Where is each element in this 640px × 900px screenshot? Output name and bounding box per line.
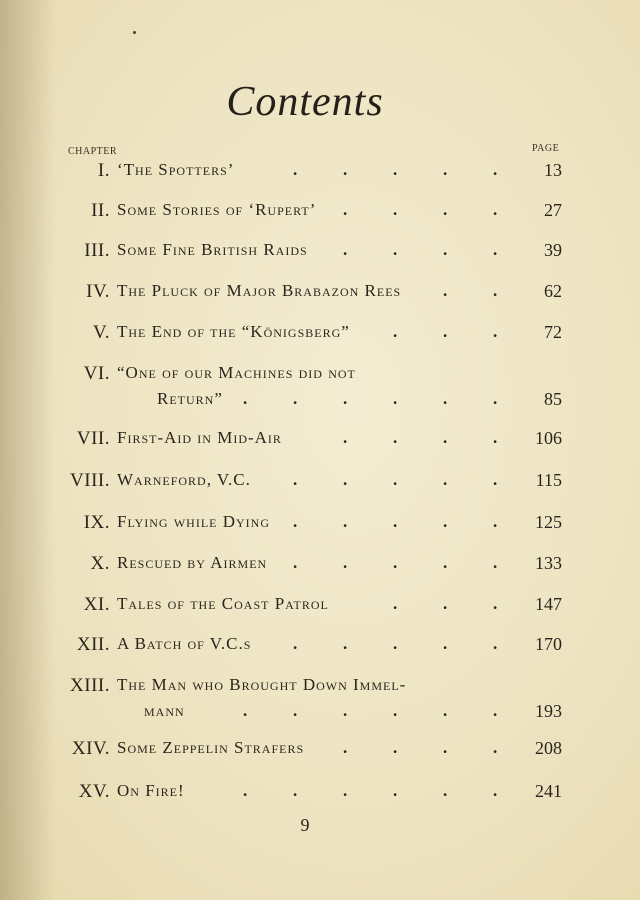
page-ref: 13 (544, 160, 562, 180)
leader-dot: . (493, 160, 498, 179)
leader-dot: . (293, 781, 298, 800)
leader-dot: . (443, 428, 448, 447)
leader-dot: . (343, 553, 348, 572)
chapter-title: mann (144, 701, 185, 720)
page-ref: 39 (544, 240, 562, 260)
leader-dot: . (243, 701, 248, 720)
leader-dot: . (493, 240, 498, 259)
toc-entry (0, 160, 640, 186)
leader-dot: . (393, 428, 398, 447)
leader-dot: . (493, 512, 498, 531)
leader-dot: . (393, 512, 398, 531)
toc-line (0, 322, 640, 348)
toc-line (0, 281, 640, 307)
leader-dot: . (443, 738, 448, 757)
leader-dot: . (293, 160, 298, 179)
leader-dot: . (293, 470, 298, 489)
leader-dot: . (393, 634, 398, 653)
toc-line (0, 738, 640, 764)
leader-dot: . (393, 701, 398, 720)
leader-dot: . (343, 428, 348, 447)
toc-entry (0, 512, 640, 538)
toc-entry (0, 675, 640, 727)
leader-dot: . (493, 701, 498, 720)
leader-dot: . (293, 701, 298, 720)
leader-dot: . (443, 594, 448, 613)
leader-dot: . (393, 470, 398, 489)
chapter-number: XI. (83, 594, 110, 615)
leader-dot: . (343, 512, 348, 531)
page-column-label: PAGE (532, 143, 560, 154)
page-ref: 208 (535, 738, 562, 758)
leader-dot: . (443, 322, 448, 341)
chapter-number: VII. (76, 428, 110, 449)
chapter-number: II. (91, 200, 110, 221)
page-ref: 241 (535, 781, 562, 801)
leader-dot: . (343, 389, 348, 408)
leader-dot: . (493, 634, 498, 653)
leader-dot: . (443, 781, 448, 800)
chapter-number: III. (84, 240, 110, 261)
page-ref: 85 (544, 389, 562, 409)
leader-dot: . (293, 553, 298, 572)
toc-entry (0, 470, 640, 496)
toc-entry (0, 322, 640, 348)
chapter-number: IV. (86, 281, 110, 302)
page-ref: 147 (535, 594, 562, 614)
leader-dot: . (393, 200, 398, 219)
toc-line (0, 470, 640, 496)
chapter-number: IX. (83, 512, 110, 533)
chapter-number: X. (90, 553, 110, 574)
chapter-title: Warneford, V.C. (117, 470, 251, 489)
page-number: 9 (300, 815, 310, 835)
leader-dot: . (443, 200, 448, 219)
leader-dot: . (343, 738, 348, 757)
page-ref: 115 (535, 470, 562, 490)
chapter-number: I. (97, 160, 110, 181)
leader-dot: . (443, 553, 448, 572)
chapter-title: Return” (157, 389, 223, 408)
leader-dot: . (393, 781, 398, 800)
toc-entry (0, 594, 640, 620)
toc-line (0, 781, 640, 807)
leader-dot: . (293, 389, 298, 408)
toc-line (0, 701, 640, 727)
leader-dot: . (393, 738, 398, 757)
leader-dot: . (343, 634, 348, 653)
toc-entry (0, 428, 640, 454)
toc-entry (0, 200, 640, 226)
page-ref: 106 (535, 428, 562, 448)
page-ref: 193 (535, 701, 562, 721)
chapter-title: First-Aid in Mid-Air (117, 428, 282, 447)
leader-dot: . (393, 594, 398, 613)
toc-entry (0, 240, 640, 266)
toc-line (0, 553, 640, 579)
chapter-title: On Fire! (117, 781, 185, 800)
page-ref: 62 (544, 281, 562, 301)
leader-dot: . (443, 512, 448, 531)
leader-dot: . (343, 781, 348, 800)
toc-entry (0, 634, 640, 660)
leader-dot: . (343, 240, 348, 259)
chapter-title: A Batch of V.C.s (117, 634, 252, 653)
chapter-title: Rescued by Airmen (117, 553, 268, 572)
leader-dot: . (343, 160, 348, 179)
toc-line (0, 634, 640, 660)
toc-line (0, 512, 640, 538)
leader-dot: . (493, 553, 498, 572)
chapter-title: Flying while Dying (117, 512, 270, 531)
page-ref: 170 (535, 634, 562, 654)
chapter-title: The Man who Brought Down Immel- (117, 675, 407, 694)
toc-entry (0, 281, 640, 307)
chapter-number: XIV. (71, 738, 110, 759)
leader-dot: . (243, 389, 248, 408)
leader-dot: . (443, 701, 448, 720)
chapter-title: ‘The Spotters’ (117, 160, 235, 179)
page-ref: 72 (544, 322, 562, 342)
leader-dot: . (443, 470, 448, 489)
leader-dot: . (443, 389, 448, 408)
leader-dot: . (443, 634, 448, 653)
leader-dot: . (293, 512, 298, 531)
leader-dot: . (493, 781, 498, 800)
leader-dot: . (493, 389, 498, 408)
toc-line (0, 200, 640, 226)
leader-dot: . (493, 738, 498, 757)
leader-dot: . (443, 281, 448, 300)
toc-line (0, 428, 640, 454)
toc-line (0, 240, 640, 266)
leader-dot: . (493, 200, 498, 219)
leader-dot: . (393, 389, 398, 408)
leader-dot: . (393, 160, 398, 179)
leader-dot: . (243, 781, 248, 800)
paper-speck (133, 31, 136, 34)
page-title: Contents (226, 79, 384, 125)
leader-dot: . (493, 428, 498, 447)
page-ref: 133 (535, 553, 562, 573)
leader-dot: . (343, 701, 348, 720)
leader-dot: . (493, 322, 498, 341)
leader-dot: . (343, 470, 348, 489)
leader-dot: . (293, 634, 298, 653)
leader-dot: . (393, 240, 398, 259)
chapter-column-label: CHAPTER (68, 146, 118, 157)
leader-dot: . (393, 322, 398, 341)
chapter-number: XIII. (70, 675, 110, 696)
chapter-number: XII. (76, 634, 110, 655)
leader-dot: . (393, 553, 398, 572)
toc-line (0, 389, 640, 415)
toc-entry (0, 781, 640, 807)
toc-entry (0, 363, 640, 415)
toc-line (0, 675, 640, 701)
chapter-title: Some Stories of ‘Rupert’ (117, 200, 317, 219)
chapter-number: V. (92, 322, 110, 343)
chapter-title: Some Zeppelin Strafers (117, 738, 305, 757)
leader-dot: . (343, 200, 348, 219)
toc-line (0, 160, 640, 186)
leader-dot: . (493, 281, 498, 300)
page-ref: 125 (535, 512, 562, 532)
toc-line (0, 363, 640, 389)
chapter-number: VI. (83, 363, 110, 384)
leader-dot: . (493, 594, 498, 613)
leader-dot: . (443, 160, 448, 179)
chapter-title: Some Fine British Raids (117, 240, 308, 259)
chapter-title: The End of the “Königsberg” (117, 322, 350, 341)
chapter-title: Tales of the Coast Patrol (117, 594, 329, 613)
chapter-number: VIII. (70, 470, 110, 491)
chapter-number: XV. (78, 781, 110, 802)
chapter-title: The Pluck of Major Brabazon Rees (117, 281, 402, 300)
toc-entry (0, 738, 640, 764)
toc-entry (0, 553, 640, 579)
chapter-title: “One of our Machines did not (117, 363, 356, 382)
page-ref: 27 (544, 200, 562, 220)
leader-dot: . (493, 470, 498, 489)
leader-dot: . (443, 240, 448, 259)
toc-line (0, 594, 640, 620)
